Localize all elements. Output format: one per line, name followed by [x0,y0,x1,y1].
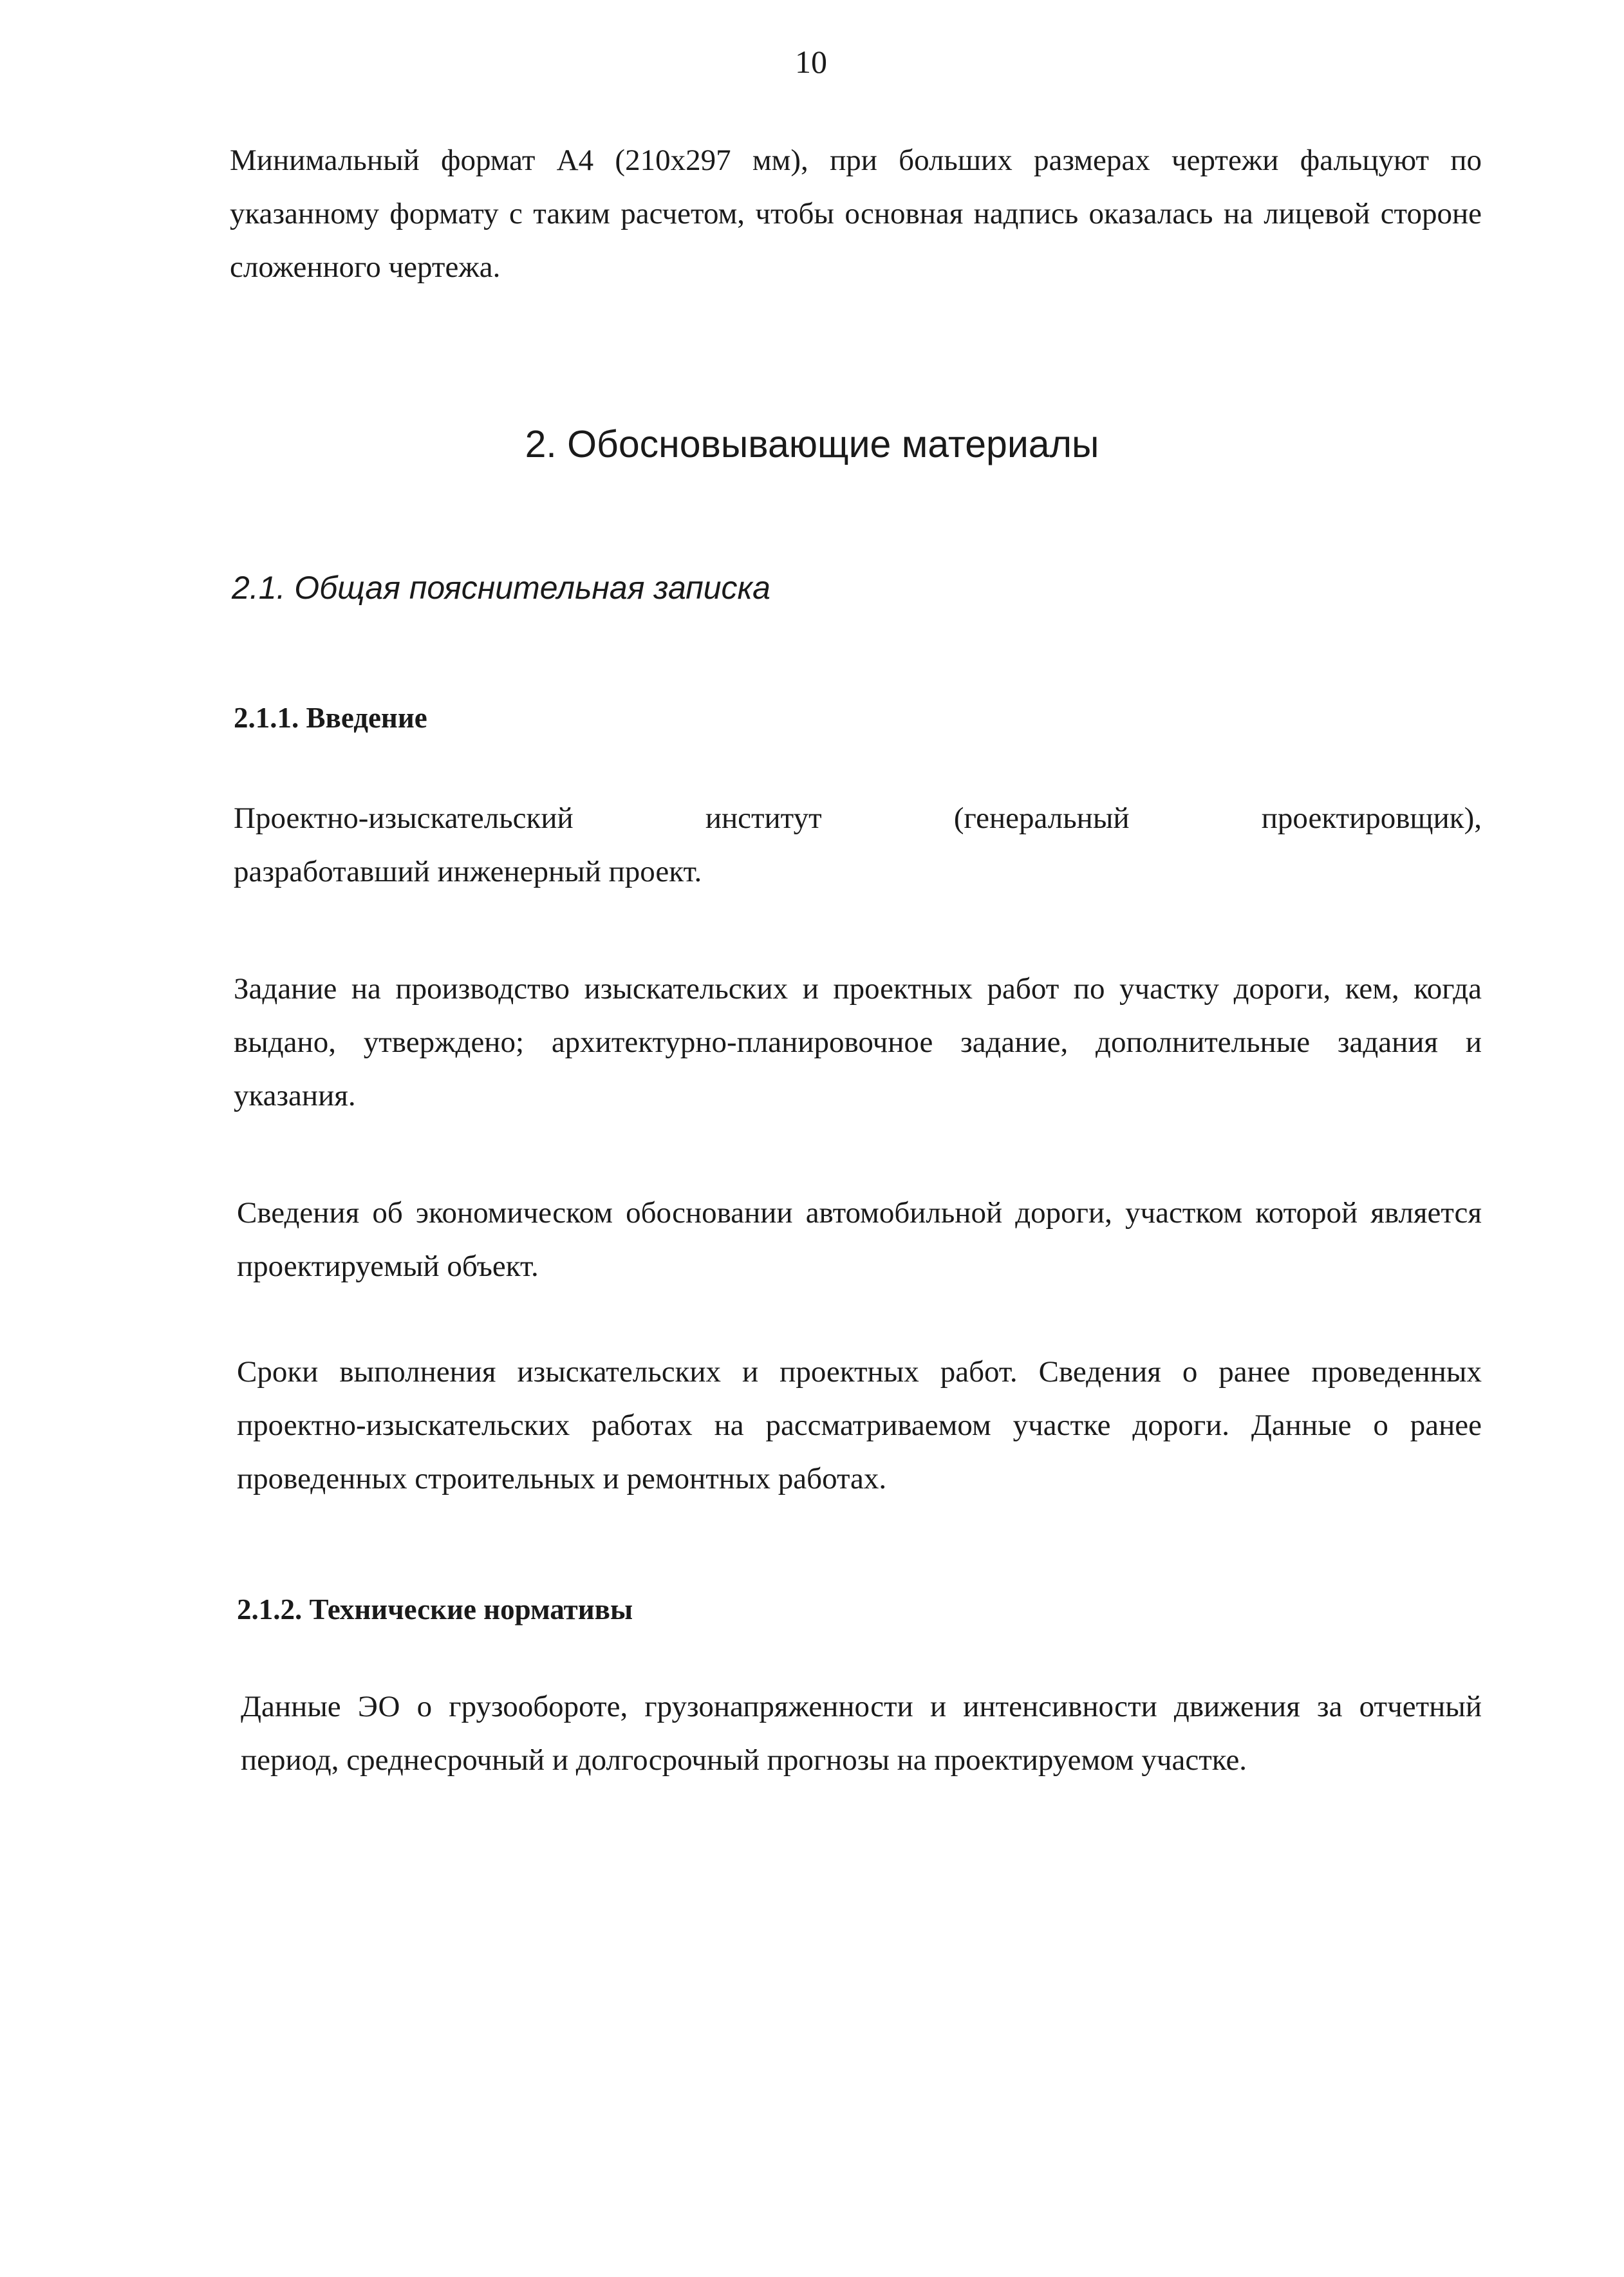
deadlines-paragraph: Сроки выполнения изыскательских и проектных работ. Сведения о ранее проведенных проектно-изыскательских работах на рассматриваемом участке дороги. Данные о ранее проведенных строительных и ремонтных работах. [237,1355,1482,1495]
traffic-data-paragraph: Данные ЭО о грузообороте, грузонапряженности и интенсивности движения за отчетный период, среднесрочный и долгосрочный прогнозы на проектируемом участке. [241,1690,1482,1777]
word: институт [705,801,822,835]
technical-standards-heading: 2.1.2. Технические нормативы [237,1593,633,1626]
word: проектировщик), [1261,801,1482,835]
word: (генеральный [953,801,1130,835]
page-number: 10 [795,44,827,80]
intro-paragraph: Минимальный формат А4 (210х297 мм), при больших размерах чертежи фальцуют по указанному формату с таким расчетом, чтобы основная надпись оказалась на лицевой стороне сложенного чертежа. [230,144,1482,284]
institute-paragraph-first-line [234,792,1482,845]
institute-paragraph [234,792,1482,899]
subsection-heading: 2.1. Общая пояснительная записка [232,570,770,606]
section-heading: 2. Обосновывающие материалы [525,423,1099,465]
economic-paragraph: Сведения об экономическом обосновании автомобильной дороги, участком которой является проектируемый объект. [237,1196,1482,1283]
institute-paragraph-rest: разработавший инженерный проект. [234,855,702,888]
word: Проектно-изыскательский [234,801,574,835]
assignment-paragraph: Задание на производство изыскательских и проектных работ по участку дороги, кем, когда выдано, утверждено; архитектурно-планировочное задание, дополнительные задания и указания. [234,972,1482,1112]
introduction-heading: 2.1.1. Введение [234,702,427,734]
